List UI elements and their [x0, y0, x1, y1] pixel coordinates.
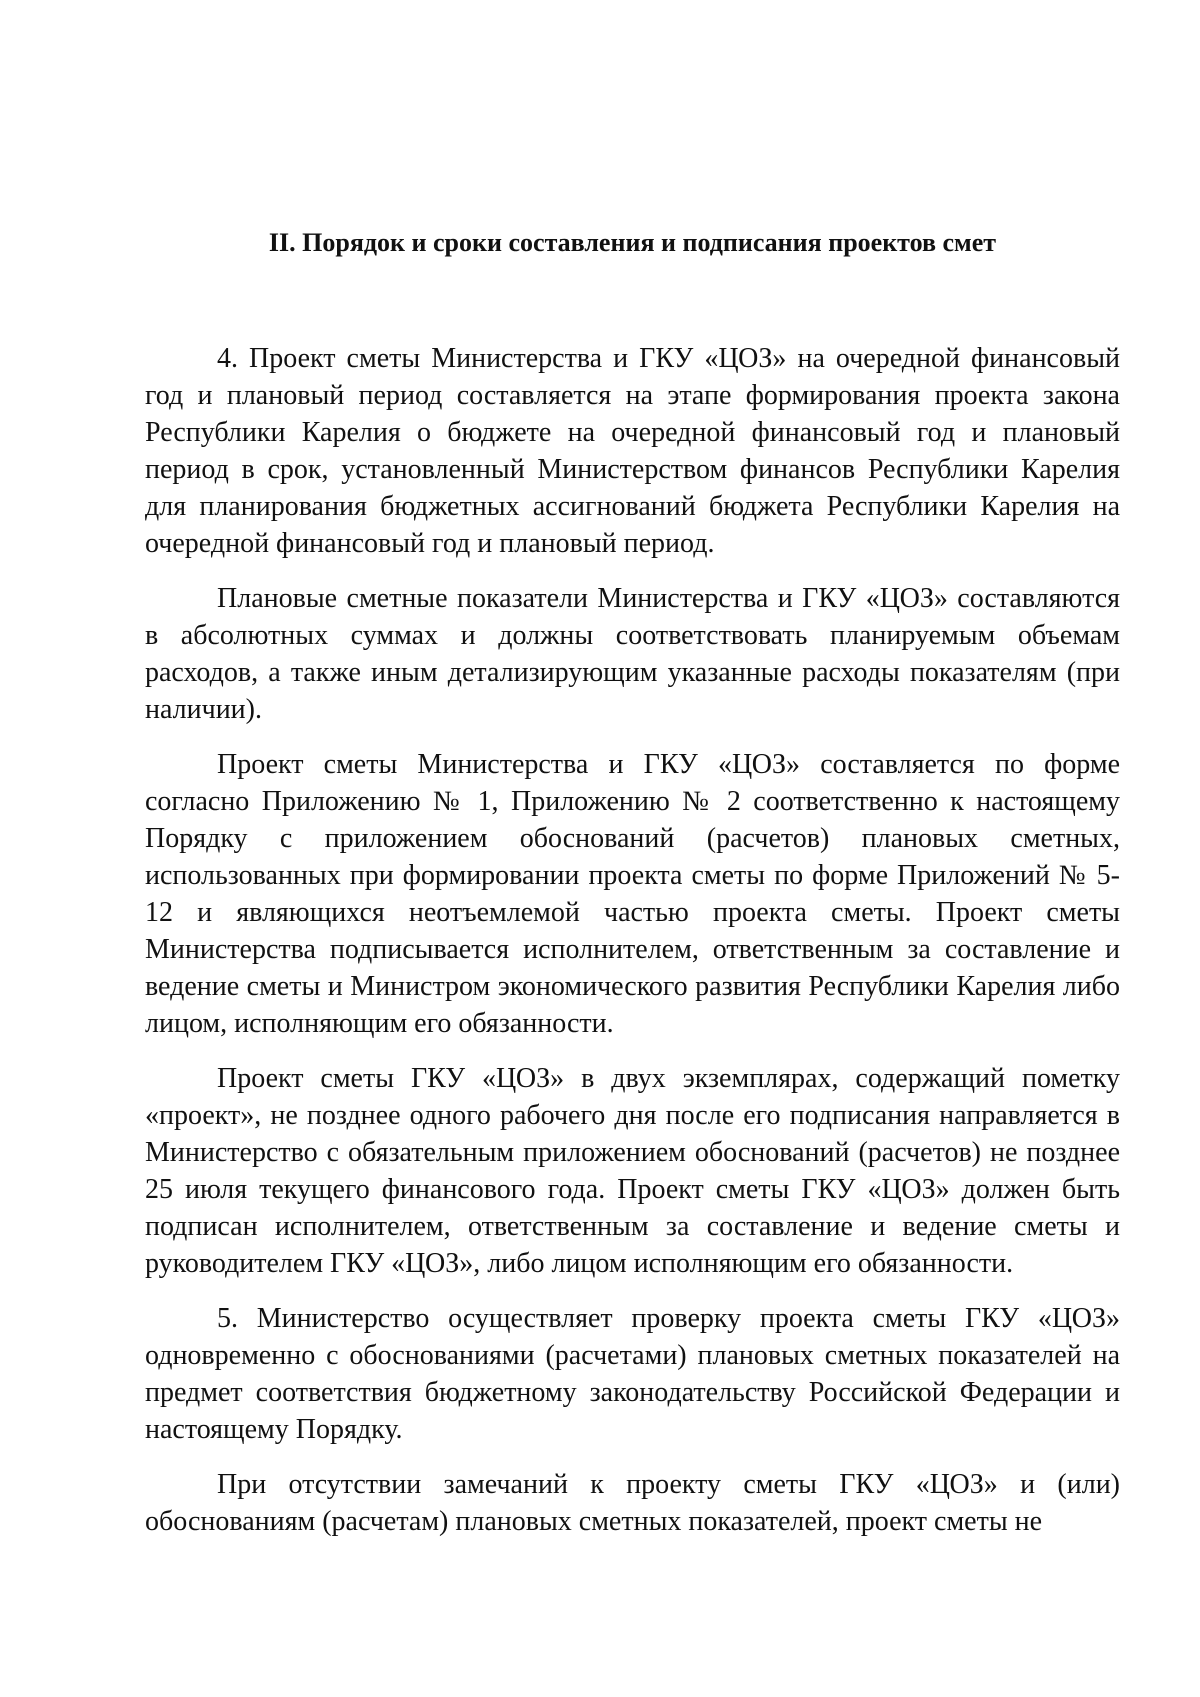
section-heading: II. Порядок и сроки составления и подписания проектов смет [268, 228, 997, 257]
paragraph-5-ministry-review: 5. Министерство осуществляет проверку проекта сметы ГКУ «ЦОЗ» одновременно с обоснованиями (расчетами) плановых сметных показателей на предмет соответствия бюджетному законодательству Российской Федерации и настоящему Порядку. [145, 1303, 1120, 1445]
paragraph-no-remarks: При отсутствии замечаний к проекту сметы ГКУ «ЦОЗ» и (или) обоснованиям (расчетам) плановых сметных показателей, проект сметы не [145, 1469, 1120, 1537]
paragraph-estimate-form: Проект сметы Министерства и ГКУ «ЦОЗ» составляется по форме согласно Приложению № 1, Приложению № 2 соответственно к настоящему Порядку с приложением обоснований (расчетов) плановых сметных, использованных при формировании проекта сметы по форме Приложений № 5-12 и являющихся неотъемлемой частью проекта сметы. Проект сметы Министерства подписывается исполнителем, ответственным за составление и ведение сметы и Министром экономического развития Республики Карелия либо лицом, исполняющим его обязанности. [145, 749, 1120, 1039]
paragraph-4-estimate-drafting: 4. Проект сметы Министерства и ГКУ «ЦОЗ» на очередной финансовый год и плановый период составляется на этапе формирования проекта закона Республики Карелия о бюджете на очередной финансовый год и плановый период в срок, установленный Министерством финансов Республики Карелия для планирования бюджетных ассигнований бюджета Республики Карелия на очередной финансовый год и плановый период. [145, 343, 1120, 559]
paragraph-planned-indicators: Плановые сметные показатели Министерства и ГКУ «ЦОЗ» составляются в абсолютных суммах и должны соответствовать планируемым объемам расходов, а также иным детализирующим указанные расходы показателям (при наличии). [145, 583, 1120, 725]
document-body [145, 340, 1120, 1558]
paragraph-gku-submission: Проект сметы ГКУ «ЦОЗ» в двух экземплярах, содержащий пометку «проект», не позднее одного рабочего дня после его подписания направляется в Министерство с обязательным приложением обоснований (расчетов) не позднее 25 июля текущего финансового года. Проект сметы ГКУ «ЦОЗ» должен быть подписан исполнителем, ответственным за составление и ведение сметы и руководителем ГКУ «ЦОЗ», либо лицом исполняющим его обязанности. [145, 1063, 1120, 1279]
